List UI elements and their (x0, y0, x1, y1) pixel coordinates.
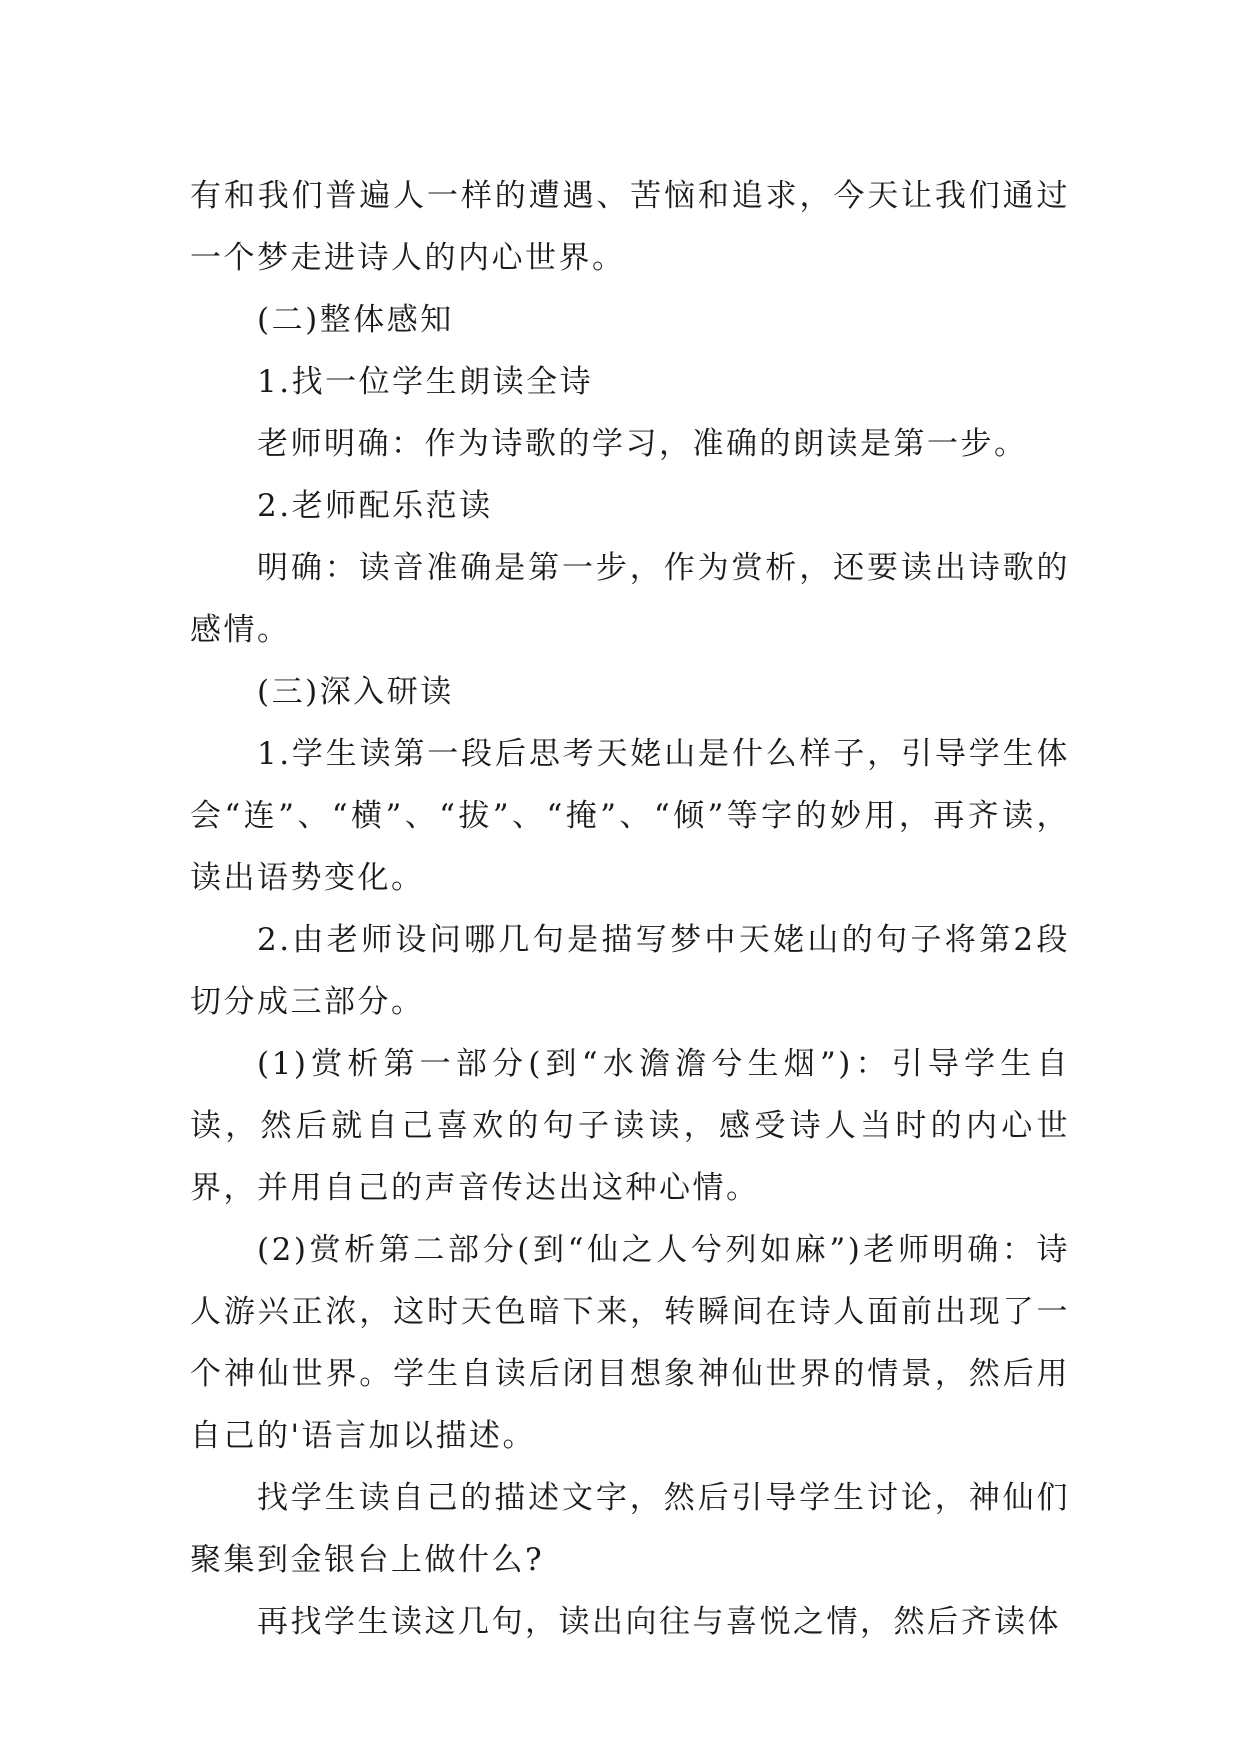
paragraph-teacher-note-2: 明确：读音准确是第一步，作为赏析，还要读出诗歌的感情。 (190, 550, 1070, 648)
paragraph-analysis-part-1: (1)赏析第一部分(到“水澹澹兮生烟”)：引导学生自读，然后就自己喜欢的句子读读，感受诗人当时的内心世界，并用自己的声音传达出这种心情。 (190, 1046, 1070, 1206)
paragraph-step-2: 2.老师配乐范读 (257, 488, 493, 524)
paragraph-step-1: 1.找一位学生朗读全诗 (257, 364, 594, 400)
section-heading-deep-study: (三)深入研读 (257, 674, 454, 710)
paragraph-continuation: 有和我们普遍人一样的遭遇、苦恼和追求，今天让我们通过一个梦走进诗人的内心世界。 (190, 178, 1070, 276)
document-body (190, 165, 1070, 1653)
paragraph-reread: 再找学生读这几句，读出向往与喜悦之情，然后齐读体 (257, 1604, 1061, 1640)
paragraph-discussion: 找学生读自己的描述文字，然后引导学生讨论，神仙们聚集到金银台上做什么? (190, 1480, 1070, 1578)
paragraph-teacher-note-1: 老师明确：作为诗歌的学习，准确的朗读是第一步。 (257, 426, 1028, 462)
paragraph-study-2: 2.由老师设问哪几句是描写梦中天姥山的句子将第2段切分成三部分。 (190, 922, 1070, 1020)
paragraph-analysis-part-2: (2)赏析第二部分(到“仙之人兮列如麻”)老师明确：诗人游兴正浓，这时天色暗下来，转瞬间在诗人面前出现了一个神仙世界。学生自读后闭目想象神仙世界的情景，然后用自己的'语言加以描述。 (190, 1232, 1070, 1454)
section-heading-overall-perception: (二)整体感知 (257, 302, 454, 338)
paragraph-study-1: 1.学生读第一段后思考天姥山是什么样子，引导学生体会“连”、“横”、“拔”、“掩”、“倾”等字的妙用，再齐读，读出语势变化。 (190, 736, 1070, 896)
